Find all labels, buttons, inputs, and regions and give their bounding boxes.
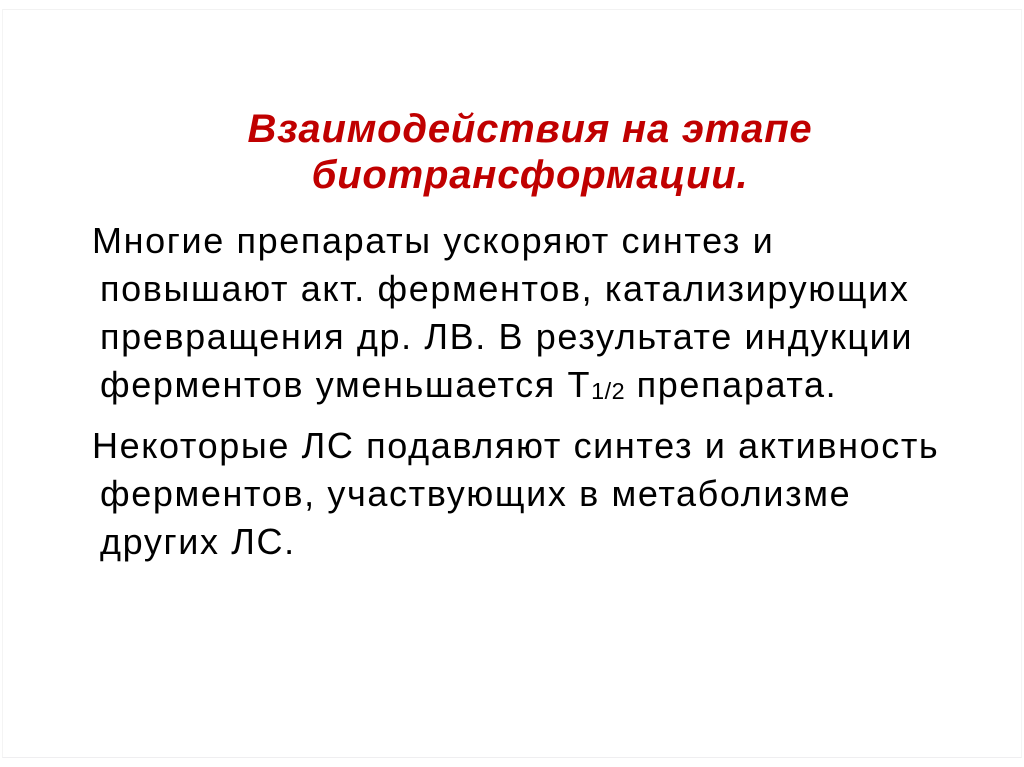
- body-paragraph-1: [0, 217, 1024, 415]
- paragraph2-line-2: ферментов, участвующих в метаболизме: [100, 472, 852, 514]
- paragraph1-line-2: повышают акт. ферментов, катализирующих: [100, 268, 910, 309]
- title-line-2: биотрансформации.: [311, 153, 749, 197]
- slide-body: [0, 217, 1024, 566]
- half-life-text-after: препарата.: [625, 364, 838, 405]
- half-life-subscript: 1/2: [591, 377, 626, 404]
- paragraph2-line-1: Некоторые ЛС подавляют синтез и активность: [92, 424, 940, 466]
- slide-title: [18, 106, 1024, 198]
- paragraph1-line-4: [100, 361, 1024, 415]
- half-life-text-before: ферментов уменьшается Т: [100, 364, 592, 405]
- paragraph1-line-3: превращения др. ЛВ. В результате индукции: [100, 316, 914, 357]
- paragraph2-line-3: других ЛС.: [100, 520, 296, 562]
- title-line-1: Взаимодействия на этапе: [247, 107, 813, 151]
- paragraph1-line-1: Многие препараты ускоряют синтез и: [92, 220, 775, 261]
- body-paragraph-2: [0, 422, 1024, 566]
